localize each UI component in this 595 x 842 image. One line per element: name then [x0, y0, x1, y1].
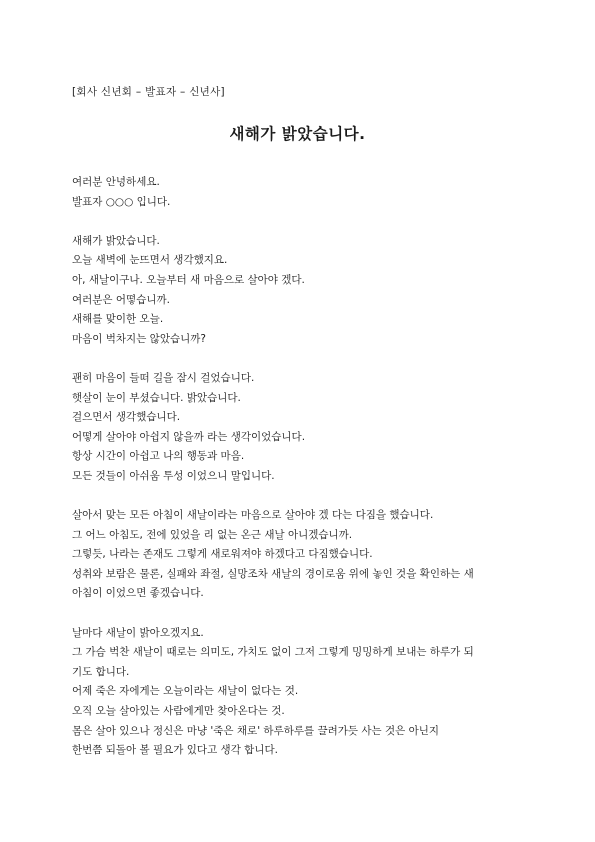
text-line: 마음이 벅차지는 않았습니까? [72, 332, 206, 345]
paragraph-resolution [72, 506, 492, 604]
text-line: 성취와 보람은 물론, 실패와 좌절, 실망조차 새날의 경이로움 위에 놓인 것을 확인하는 새 [72, 567, 474, 580]
document-header-tag: [회사 신년회 – 발표자 – 신년사] [72, 86, 225, 98]
text-line: 오늘 새벽에 눈뜨면서 생각했지요. [72, 254, 228, 267]
text-line: 그 가슴 벅찬 새날이 때로는 의미도, 가치도 없이 그저 그렇게 밍밍하게 보내는 하루가 되 [72, 646, 474, 659]
paragraph-greeting [72, 173, 492, 212]
text-line: 여러분은 어떻습니까. [72, 293, 170, 306]
text-line: 걸으면서 생각했습니다. [72, 411, 181, 424]
paragraph-reflection [72, 624, 492, 761]
text-line: 괜히 마음이 들떠 길을 잠시 걸었습니다. [72, 371, 255, 384]
document-body [72, 173, 492, 780]
text-line: 여러분 안녕하세요. [72, 176, 160, 188]
text-line: 날마다 새날이 밝아오겠지요. [72, 626, 204, 639]
text-line: 한번쯤 되돌아 볼 필요가 있다고 생각 합니다. [72, 744, 278, 757]
text-line: 그렇듯, 나라는 존재도 그렇게 새로워져야 하겠다고 다짐했습니다. [72, 548, 373, 561]
text-line: 오직 오늘 살아있는 사람에게만 찾아온다는 것. [72, 705, 285, 718]
text-line: 아침이 이었으면 좋겠습니다. [72, 587, 204, 600]
text-line: 모든 것들이 아쉬움 투성 이었으니 말입니다. [72, 469, 275, 482]
document-title: 새해가 밝았습니다. [229, 125, 366, 143]
paragraph-new-year [72, 232, 492, 350]
text-line: 햇살이 눈이 부셨습니다. 밝았습니다. [72, 391, 241, 404]
text-line: 발표자 ○○○ 입니다. [72, 195, 171, 208]
text-line: 새해를 맞이한 오늘. [72, 313, 164, 326]
text-line: 그 어느 아침도, 전에 있었을 리 없는 온근 새날 아니겠습니까. [72, 528, 353, 541]
text-line: 기도 합니다. [72, 665, 130, 678]
text-line: 어떻게 살아야 아쉽지 않을까 라는 생각이었습니다. [72, 430, 306, 443]
text-line: 어제 죽은 자에게는 오늘이라는 새날이 없다는 것. [72, 685, 299, 698]
text-line: 아, 새날이구나. 오늘부터 새 마음으로 살아야 겠다. [72, 273, 305, 286]
text-line: 살아서 맞는 모든 아침이 새날이라는 마음으로 살아야 겠 다는 다짐을 했습니다. [72, 509, 434, 522]
text-line: 몸은 살아 있으나 정신은 마냥 '죽은 채로' 하루하루를 끌려가듯 사는 것은 아닌지 [72, 724, 440, 737]
text-line: 새해가 밝았습니다. [72, 234, 160, 247]
text-line: 항상 시간이 아쉽고 나의 행동과 마음. [72, 450, 245, 463]
paragraph-walk [72, 369, 492, 487]
